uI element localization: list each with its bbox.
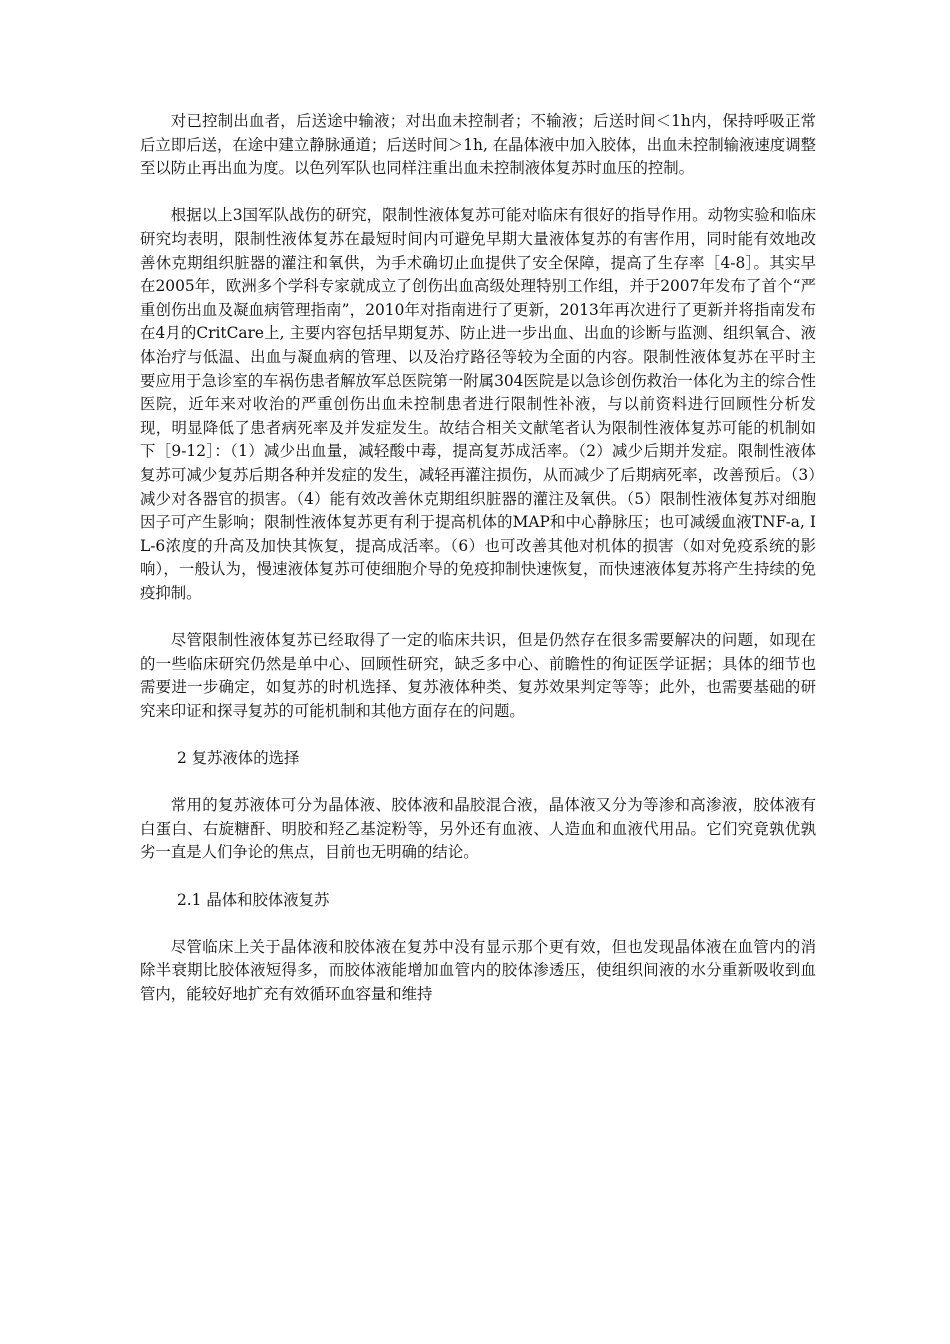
section-heading-2: 2 复苏液体的选择 <box>176 749 300 768</box>
paragraph-4: 常用的复苏液体可分为晶体液、胶体液和晶胶混合液，晶体液又分为等渗和高渗液，胶体液有白蛋白、右旋糖酐、明胶和羟乙基淀粉等，另外还有血液、人造血和血液代用品。它们究竟孰优孰劣一直是人们争论的焦点，目前也无明确的结论。 <box>140 796 816 862</box>
paragraph-3: 尽管限制性液体复苏已经取得了一定的临床共识，但是仍然存在很多需要解决的问题，如现在的一些临床研究仍然是单中心、回顾性研究，缺乏多中心、前瞻性的徇证医学证据；具体的细节也需要进一步确定，如复苏的时机选择、复苏液体种类、复苏效果判定等等；此外，也需要基础的研究来印证和探寻复苏的可能机制和其他方面存在的问题。 <box>140 631 816 720</box>
paragraph-1: 对已控制出血者，后送途中输液；对出血未控制者；不输液；后送时间＜1h内，保持呼吸正常后立即后送，在途中建立静脉通道；后送时间＞1h, 在晶体液中加入胶体，出血未控制输液速度调整至以防止再出血为度。以色列军队也同样注重出血未控制液体复苏时血压的控制。 <box>140 112 816 178</box>
paragraph-5: 尽管临床上关于晶体液和胶体液在复苏中没有显示那个更有效，但也发现晶体液在血管内的消除半衰期比胶体液短得多，而胶体液能增加血管内的胶体渗透压，使组织间液的水分重新吸收到血管内，能较好地扩充有效循环血容量和维持 <box>140 937 816 1003</box>
section-heading-2-1: 2.1 晶体和胶体液复苏 <box>176 890 330 909</box>
document-page <box>140 110 816 1030</box>
paragraph-2: 根据以上3国军队战伤的研究，限制性液体复苏可能对临床有很好的指导作用。动物实验和临床研究均表明，限制性液体复苏在最短时间内可避免早期大量液体复苏的有害作用，同时能有效地改善休克期组织脏器的灌注和氧供，为手术确切止血提供了安全保障，提高了生存率［4-8］。其实早在2005年，欧洲多个学科专家就成立了创伤出血高级处理特别工作组，并于2007年发布了首个“严重创伤出血及凝血病管理指南”，2010年对指南进行了更新，2013年再次进行了更新并将指南发布在4月的CritCare上, 主要内容包括早期复苏、防止进一步出血、出血的诊断与监测、组织氧合、液体治疗与低温、出血与凝血病的管理、以及治疗路径等较为全面的内容。限制性液体复苏在平时主要应用于急诊室的车祸伤患者解放军总医院第一附属304医院是以急诊创伤救治一体化为主的综合性医院，近年来对收治的严重创伤出血未控制患者进行限制性补液，与以前资料进行回顾性分析发现，明显降低了患者病死率及并发症发生。故结合相关文献笔者认为限制性液体复苏可能的机制如下［9-12］：（1）减少出血量，减轻酸中毒，提高复苏成活率。（2）减少后期并发症。限制性液体复苏可减少复苏后期各种并发症的发生，减轻再灌注损伤，从而减少了后期病死率，改善预后。（3）减少对各器官的损害。（4）能有效改善休克期组织脏器的灌注及氧供。（5）限制性液体复苏对细胞因子可产生影响；限制性液体复苏更有利于提高机体的MAP和中心静脉压；也可减缓血液TNF-a, IL-6浓度的升高及加快其恢复，提高成活率。（6）也可改善其他对机体的损害（如对免疫系统的影响），一般认为，慢速液体复苏可使细胞介导的免疫抑制快速恢复，而快速液体复苏将产生持续的免疫抑制。 <box>140 206 816 602</box>
